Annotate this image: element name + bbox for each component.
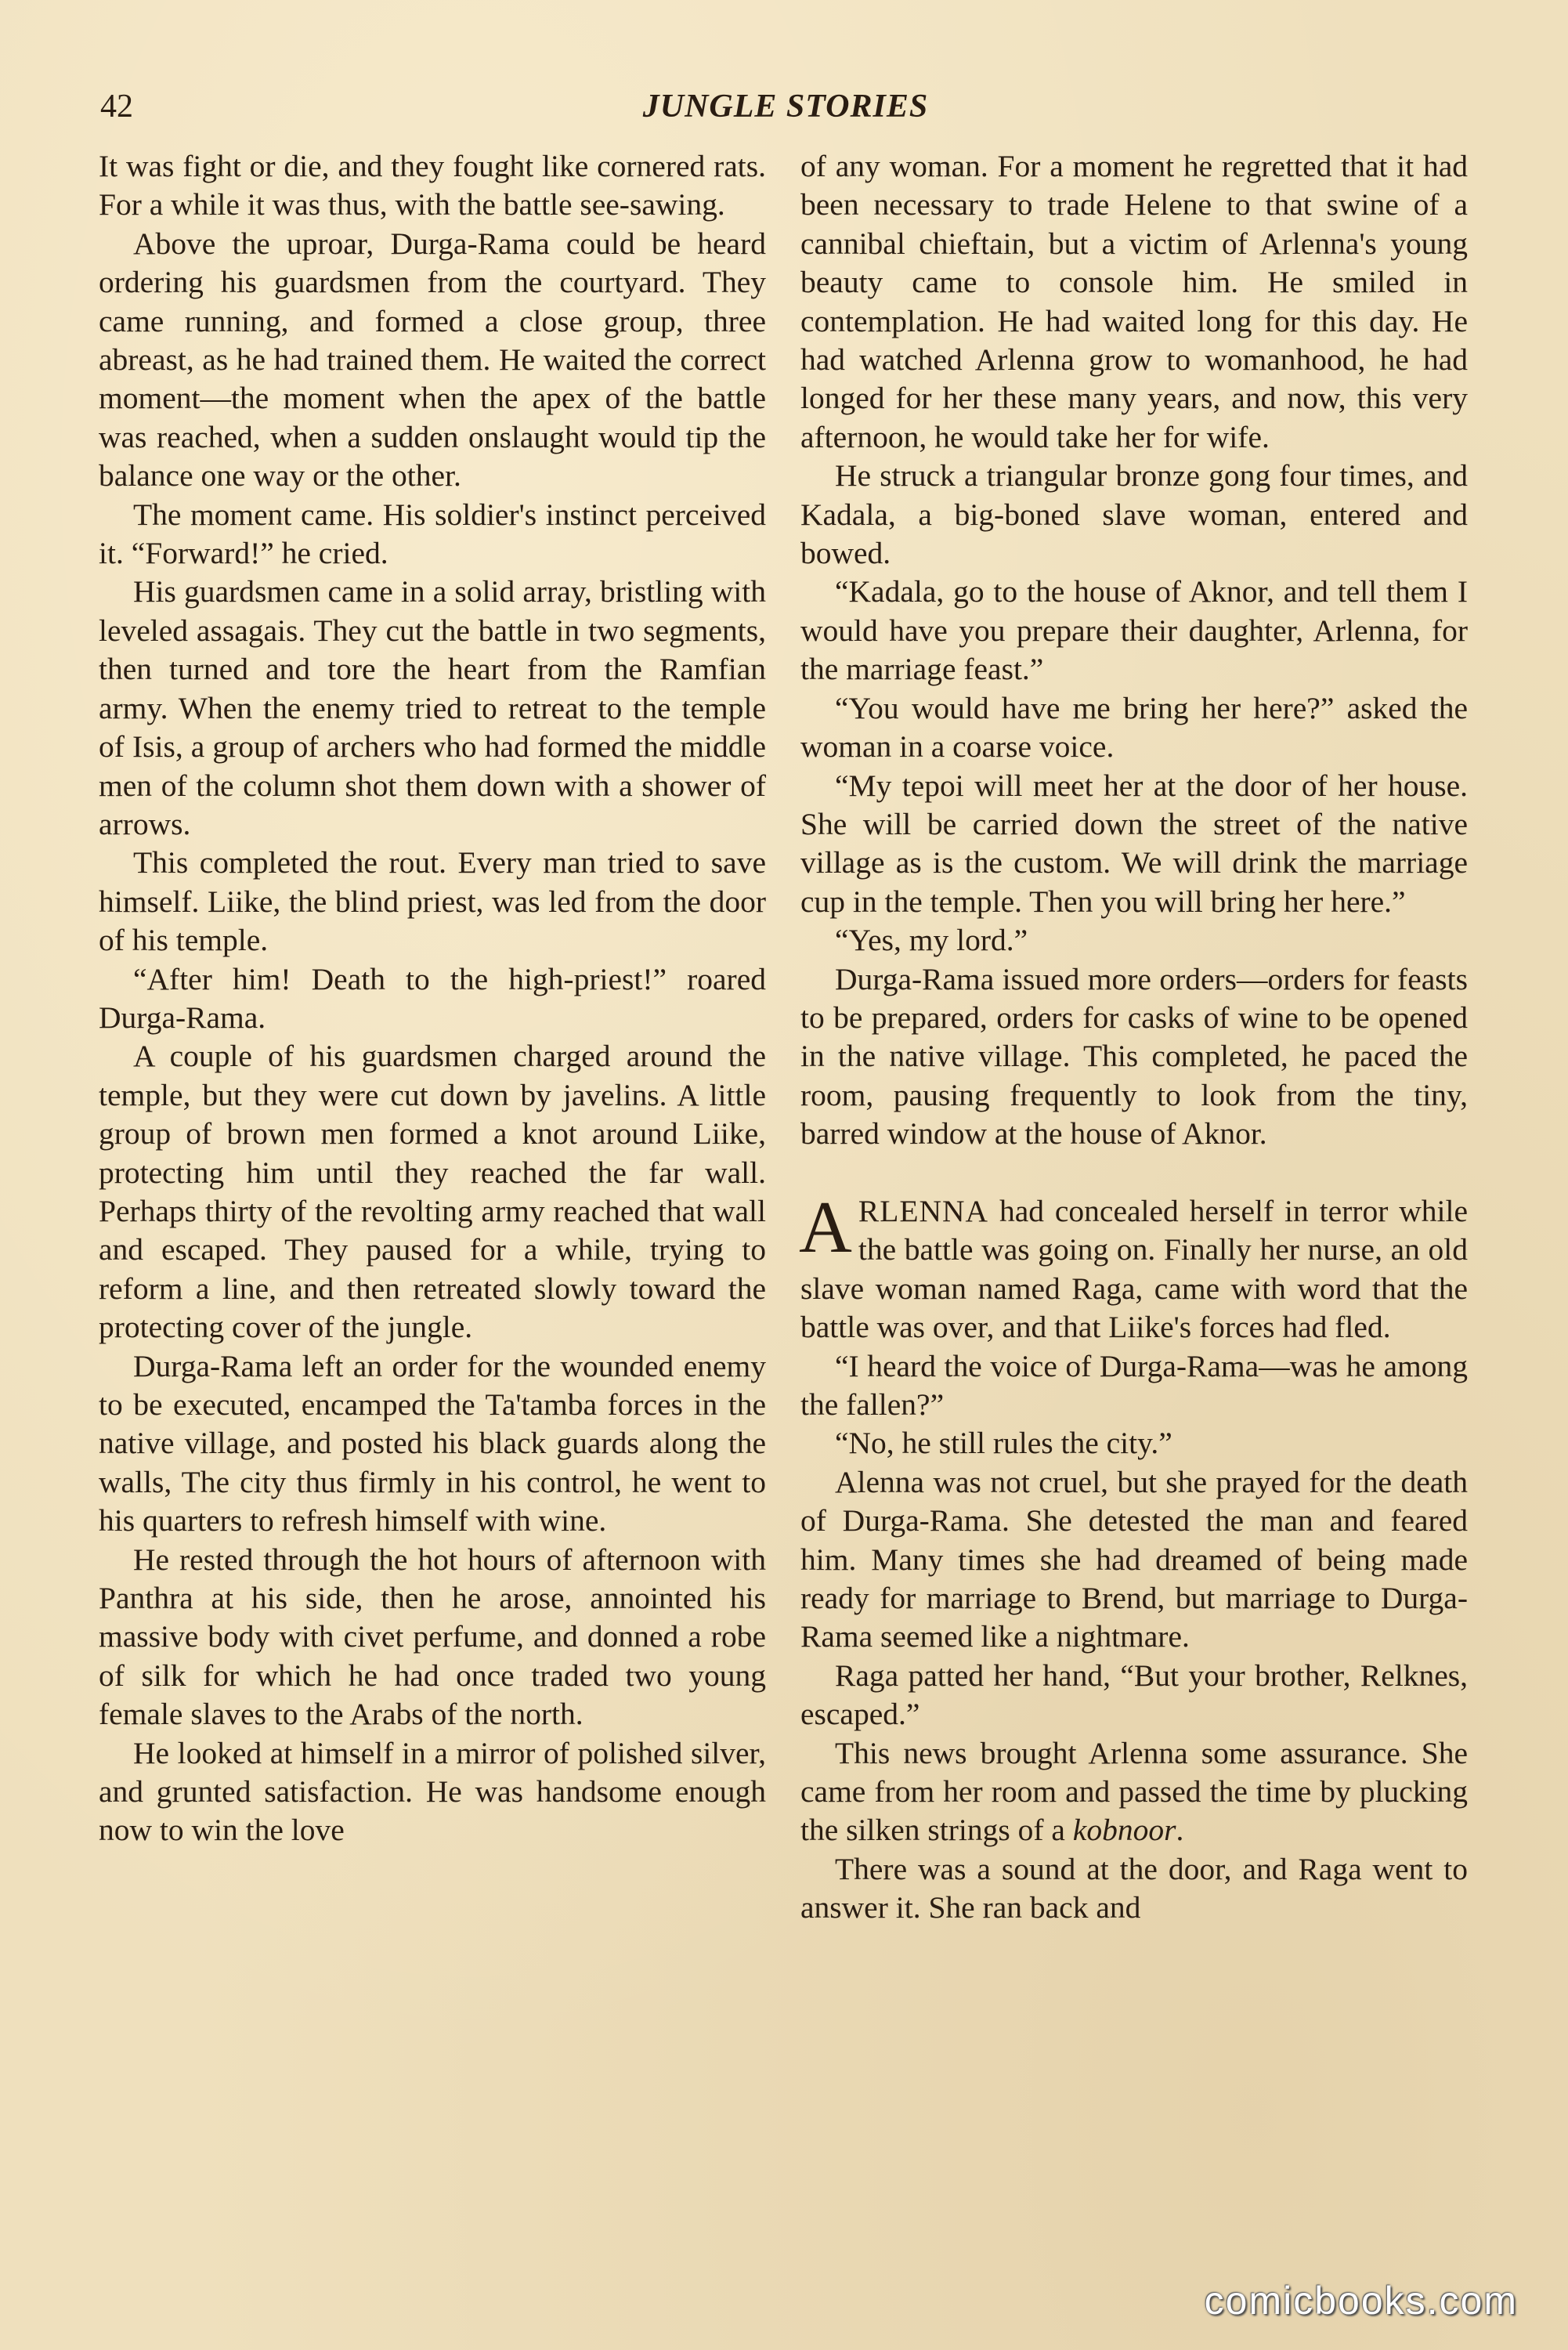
paragraph: Durga-Rama left an order for the wounded enemy to be executed, encamped the Ta'tamba forces in the native village, and posted his black guards along the walls, The city thus firmly in his control, he went to his quarters to refresh himself with wine. <box>99 1348 766 1538</box>
italic-word: kobnoor <box>1072 1813 1176 1848</box>
page-number: 42 <box>100 89 133 125</box>
paragraph: His guardsmen came in a solid array, bristling with leveled assagais. They cut the battle in two segments, then turned and tore the heart from the Ramfian army. When the enemy tried to retreat to the temple of Isis, a group of archers who had formed the middle men of the column shot them down with a shower of arrows. <box>99 574 766 841</box>
small-caps-word: RLENNA <box>858 1193 989 1228</box>
section-opening-paragraph <box>799 1186 1468 1347</box>
paragraph: This news brought Arlenna some assurance. She came from her room and passed the time by plucking the silken strings of a kobnoor. <box>800 1735 1468 1848</box>
paragraph: “Kadala, go to the house of Aknor, and tell them I would have you prepare their daughter, Arlenna, for the marriage feast.” <box>800 574 1468 687</box>
paragraph: He looked at himself in a mirror of polished silver, and grunted satisfaction. He was handsome enough now to win the love <box>99 1735 766 1848</box>
paragraph: Durga-Rama issued more orders—orders for feasts to be prepared, orders for casks of wine to be opened in the native village. This completed, he paced the room, pausing frequently to look from the tiny, barred window at the house of Aknor. <box>800 961 1468 1152</box>
paragraph: “You would have me bring her here?” asked the woman in a coarse voice. <box>800 690 1468 765</box>
paragraph: “My tepoi will meet her at the door of her house. She will be carried down the street of the native village as is the custom. We will drink the marriage cup in the temple. Then you will bring her here.” <box>800 768 1468 919</box>
paragraph: He struck a triangular bronze gong four times, and Kadala, a big-boned slave woman, entered and bowed. <box>800 458 1468 571</box>
watermark: comicbooks.com <box>1204 2279 1518 2323</box>
drop-cap: A <box>799 1186 852 1268</box>
left-column <box>99 147 766 1850</box>
paragraph: Raga patted her hand, “But your brother, Relknes, escaped.” <box>800 1658 1468 1732</box>
paragraph: There was a sound at the door, and Raga went to answer it. She ran back and <box>800 1851 1468 1925</box>
paragraph: He rested through the hot hours of afternoon with Panthra at his side, then he arose, annointed his massive body with civet perfume, and donned a robe of silk for which he had once traded two young female slaves to the Arabs of the north. <box>99 1542 766 1732</box>
page-header <box>100 88 1471 135</box>
right-column <box>800 147 1468 1928</box>
paragraph-text: This news brought Arlenna some assurance. She came from her room and passed the time by plucking the silken strings of a <box>800 1735 1468 1848</box>
section-opening-text: had concealed herself in terror while the battle was going on. Finally her nurse, an old slave woman named Raga, came with word that the battle was over, and that Liike's forces had fled. <box>800 1193 1468 1345</box>
magazine-title: JUNGLE STORIES <box>642 89 929 125</box>
paragraph: Alenna was not cruel, but she prayed for the death of Durga-Rama. She detested the man and feared him. Many times she had dreamed of being made ready for marriage to Brend, but marriage to Durga-Rama seemed like a nightmare. <box>800 1464 1468 1654</box>
paragraph: of any woman. For a moment he regretted that it had been necessary to trade Helene to that swine of a cannibal chieftain, but a victim of Arlenna's young beauty came to console him. He smiled in contemplation. He had waited long for this day. He had watched Arlenna grow to womanhood, he had longed for her these many years, and now, this very afternoon, he would take her for wife. <box>800 149 1468 454</box>
paragraph: “After him! Death to the high-priest!” roared Durga-Rama. <box>99 961 766 1035</box>
paragraph: A couple of his guardsmen charged around the temple, but they were cut down by javelins. A little group of brown men formed a knot around Liike, protecting him until they reached the far wall. Perhaps thirty of the revolting army reached that wall and escaped. They paused for a while, trying to reform a line, and then retreated slowly toward the protecting cover of the jungle. <box>99 1039 766 1345</box>
paragraph: “No, he still rules the city.” <box>835 1426 1172 1461</box>
paragraph: Above the uproar, Durga-Rama could be heard ordering his guardsmen from the courtyard. They came running, and formed a close group, three abreast, as he had trained them. He waited the correct moment—the moment when the apex of the battle was reached, when a sudden onslaught would tip the balance one way or the other. <box>99 226 766 494</box>
paragraph: “Yes, my lord.” <box>835 923 1028 958</box>
paragraph: The moment came. His soldier's instinct perceived it. “Forward!” he cried. <box>99 497 766 571</box>
paragraph: It was fight or die, and they fought like cornered rats. For a while it was thus, with the battle see-sawing. <box>99 149 766 222</box>
paragraph: This completed the rout. Every man tried to save himself. Liike, the blind priest, was led from the door of his temple. <box>99 845 766 958</box>
paragraph: “I heard the voice of Durga-Rama—was he among the fallen?” <box>800 1348 1468 1422</box>
